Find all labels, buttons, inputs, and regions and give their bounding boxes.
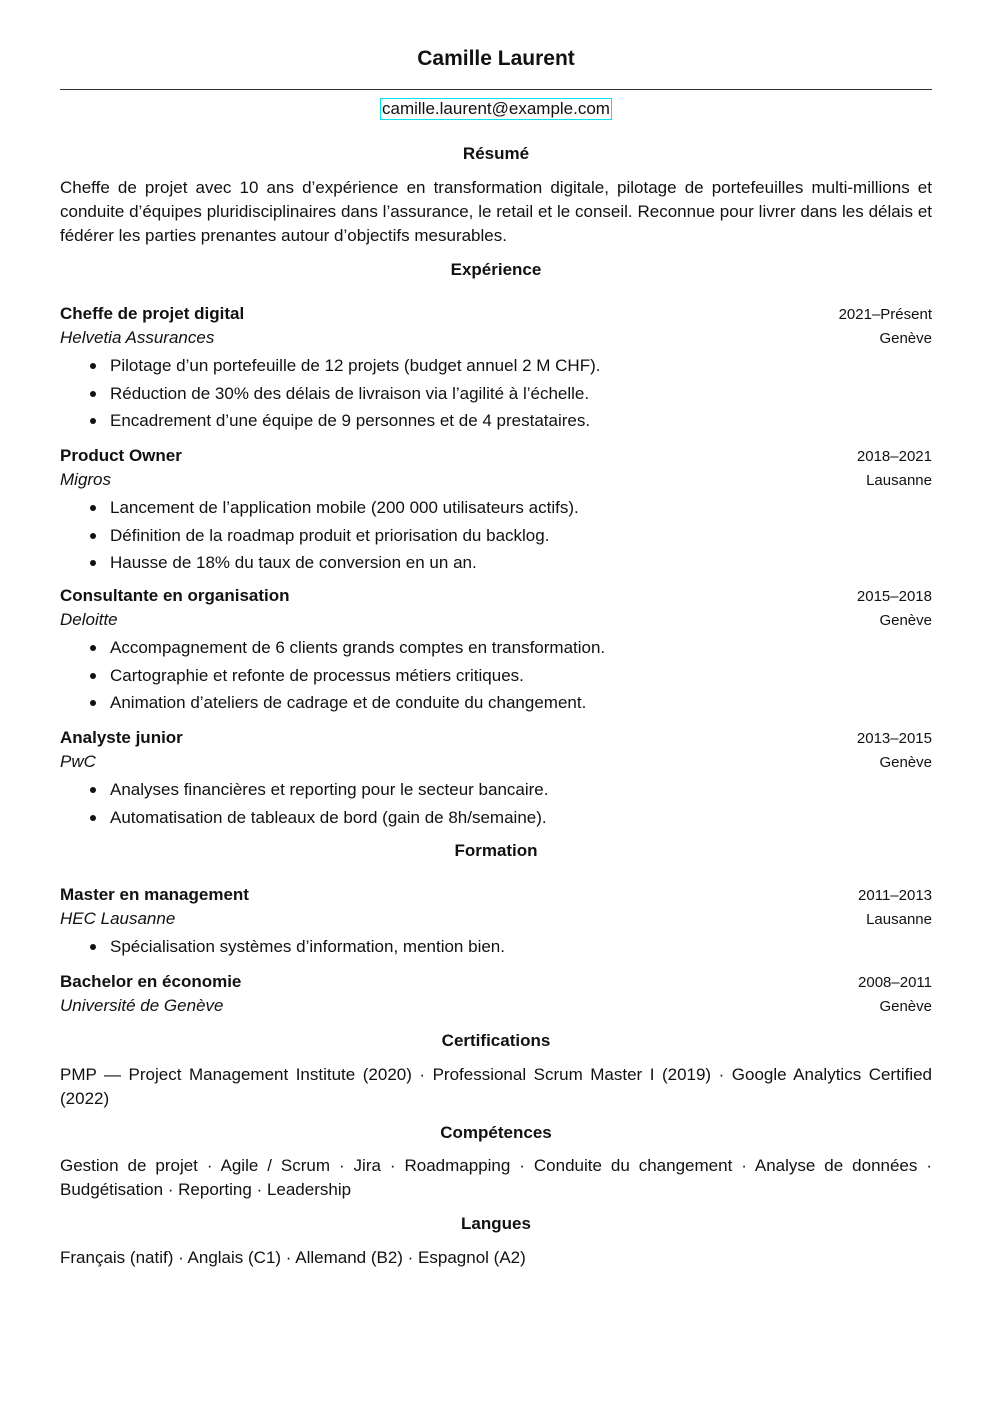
entry-location: Lausanne bbox=[866, 472, 932, 489]
entry-degree: Master en management bbox=[60, 885, 249, 904]
entry-header-row bbox=[60, 883, 932, 907]
entry-dates: 2011–2013 bbox=[858, 887, 932, 904]
entry-org-row bbox=[60, 608, 932, 632]
email-link[interactable]: camille.laurent@example.com bbox=[382, 99, 610, 118]
entry-role: Product Owner bbox=[60, 446, 182, 465]
bullet-text: Pilotage d’un portefeuille de 12 projets (budget annuel 2 M CHF). bbox=[110, 356, 601, 375]
entry-location: Genève bbox=[879, 754, 932, 771]
entry-bullet-list bbox=[60, 634, 932, 717]
list-item bbox=[60, 634, 932, 662]
entry-dates: 2013–2015 bbox=[856, 730, 932, 747]
entry-org-row bbox=[60, 326, 932, 350]
entry-organization: Deloitte bbox=[60, 610, 118, 629]
list-item bbox=[60, 352, 932, 380]
bullet-icon bbox=[90, 944, 96, 950]
entry-location: Genève bbox=[879, 330, 932, 347]
skills-text: Gestion de projet · Agile / Scrum · Jira · Roadmapping · Conduite du changement · Analyse de données · Budgétisation · Reporting · Leadership bbox=[60, 1156, 932, 1199]
bullet-text: Lancement de l’application mobile (200 000 utilisateurs actifs). bbox=[110, 498, 579, 517]
bullet-text: Cartographie et refonte de processus métiers critiques. bbox=[110, 665, 524, 685]
entry-organization: Helvetia Assurances bbox=[60, 328, 215, 347]
experience-entry bbox=[60, 726, 932, 831]
list-item bbox=[60, 804, 932, 832]
experience-entry bbox=[60, 302, 932, 435]
entry-location: Genève bbox=[879, 998, 932, 1015]
entry-dates: 2008–2011 bbox=[858, 974, 932, 991]
bullet-icon bbox=[90, 787, 96, 793]
bullet-icon bbox=[90, 560, 96, 566]
entry-org-row bbox=[60, 468, 932, 492]
contact-line bbox=[60, 98, 932, 120]
bullet-icon bbox=[90, 645, 96, 651]
bullet-icon bbox=[90, 505, 96, 511]
entry-degree: Bachelor en économie bbox=[60, 972, 242, 991]
bullet-text: Réduction de 30% des délais de livraison via l’agilité à l’échelle. bbox=[110, 383, 590, 403]
bullet-icon bbox=[90, 363, 96, 369]
bullet-icon bbox=[90, 533, 96, 539]
skills-heading: Compétences bbox=[440, 1123, 552, 1142]
list-item bbox=[60, 933, 932, 961]
list-item bbox=[60, 380, 932, 408]
entry-dates: 2021–Présent bbox=[838, 306, 932, 323]
entry-header-row bbox=[60, 444, 932, 468]
entry-org-row bbox=[60, 994, 932, 1018]
bullet-text: Accompagnement de 6 clients grands comptes en transformation. bbox=[110, 638, 606, 657]
bullet-text: Définition de la roadmap produit et priorisation du backlog. bbox=[110, 525, 550, 545]
languages-heading: Langues bbox=[461, 1214, 531, 1233]
entry-dates: 2015–2018 bbox=[856, 588, 932, 605]
entry-dates: 2018–2021 bbox=[856, 448, 932, 465]
education-entry bbox=[60, 970, 932, 1018]
list-item bbox=[60, 522, 932, 550]
entry-org-row bbox=[60, 907, 932, 931]
list-item bbox=[60, 494, 932, 522]
bullet-icon bbox=[90, 700, 96, 706]
bullet-text: Hausse de 18% du taux de conversion en un an. bbox=[110, 553, 477, 572]
entry-school: HEC Lausanne bbox=[60, 909, 176, 928]
entry-header-row bbox=[60, 970, 932, 994]
entry-organization: Migros bbox=[60, 470, 112, 489]
bullet-icon bbox=[90, 673, 96, 679]
bullet-text: Encadrement d’une équipe de 9 personnes et de 4 prestataires. bbox=[110, 411, 591, 430]
bullet-text: Animation d’ateliers de cadrage et de conduite du changement. bbox=[110, 693, 587, 712]
certifications-heading: Certifications bbox=[441, 1031, 551, 1050]
entry-organization: PwC bbox=[60, 752, 96, 771]
entry-role: Consultante en organisation bbox=[60, 586, 290, 605]
list-item bbox=[60, 689, 932, 717]
candidate-name: Camille Laurent bbox=[417, 47, 575, 70]
entry-bullet-list bbox=[60, 933, 932, 961]
entry-bullet-list bbox=[60, 352, 932, 435]
bullet-text: Automatisation de tableaux de bord (gain de 8h/semaine). bbox=[110, 807, 547, 827]
bullet-icon bbox=[90, 815, 96, 821]
list-item bbox=[60, 662, 932, 690]
bullet-icon bbox=[90, 418, 96, 424]
certifications-text: PMP — Project Management Institute (2020) · Professional Scrum Master I (2019) · Google Analytics Certified (2022) bbox=[60, 1065, 932, 1108]
entry-header-row bbox=[60, 584, 932, 608]
entry-header-row bbox=[60, 726, 932, 750]
experience-entry bbox=[60, 444, 932, 577]
entry-role: Analyste junior bbox=[60, 728, 183, 747]
summary-text: Cheffe de projet avec 10 ans d’expérience en transformation digitale, pilotage de portefeuilles multi-millions et conduite d’équipes pluridisciplinaires dans l’assurance, le retail et le conseil. Reconnue pour livrer dans les délais et fédérer les parties prenantes autour d’objectifs mesurables. bbox=[60, 178, 932, 245]
bullet-text: Spécialisation systèmes d’information, mention bien. bbox=[110, 937, 505, 956]
experience-entry bbox=[60, 584, 932, 717]
header-divider bbox=[60, 89, 932, 90]
summary-heading: Résumé bbox=[462, 144, 530, 163]
education-heading: Formation bbox=[454, 841, 538, 860]
entry-bullet-list bbox=[60, 776, 932, 831]
list-item bbox=[60, 776, 932, 804]
list-item bbox=[60, 407, 932, 435]
entry-role: Cheffe de projet digital bbox=[60, 304, 245, 323]
entry-school: Université de Genève bbox=[60, 996, 224, 1015]
list-item bbox=[60, 549, 932, 577]
bullet-icon bbox=[90, 391, 96, 397]
entry-location: Genève bbox=[879, 612, 932, 629]
entry-org-row bbox=[60, 750, 932, 774]
entry-location: Lausanne bbox=[866, 911, 932, 928]
entry-bullet-list bbox=[60, 494, 932, 577]
experience-heading: Expérience bbox=[450, 260, 542, 279]
entry-header-row bbox=[60, 302, 932, 326]
education-entry bbox=[60, 883, 932, 961]
languages-text: Français (natif) · Anglais (C1) · Allemand (B2) · Espagnol (A2) bbox=[60, 1248, 526, 1267]
bullet-text: Analyses financières et reporting pour le secteur bancaire. bbox=[110, 780, 549, 799]
